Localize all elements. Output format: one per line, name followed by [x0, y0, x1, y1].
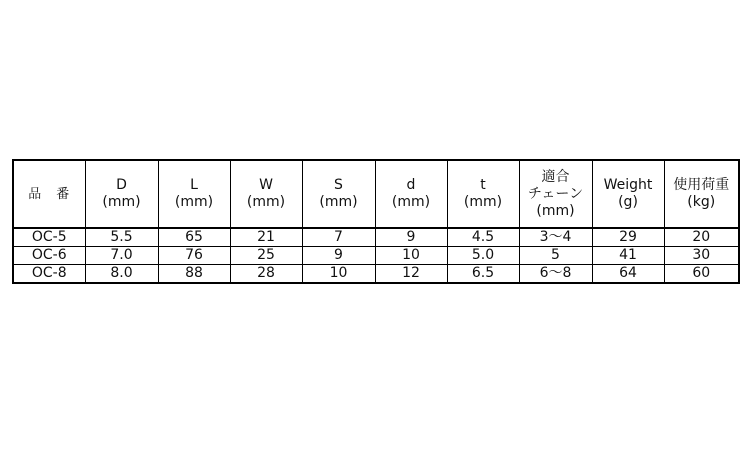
cell-product-no: OC-6	[13, 247, 85, 265]
cell-t: 6.5	[447, 265, 519, 284]
header-d-upper-unit: (mm)	[102, 194, 141, 210]
cell-weight: 64	[592, 265, 664, 284]
cell-w: 21	[230, 228, 302, 247]
header-weight-label: Weight	[603, 177, 653, 193]
header-compatible-chain	[519, 160, 592, 228]
header-working-load-unit: (kg)	[687, 194, 716, 210]
cell-s: 9	[302, 247, 375, 265]
cell-d-upper: 5.5	[85, 228, 158, 247]
cell-product-no: OC-5	[13, 228, 85, 247]
cell-working-load: 20	[664, 228, 739, 247]
header-w	[230, 160, 302, 228]
header-working-load-label: 使用荷重	[673, 177, 730, 193]
cell-t: 5.0	[447, 247, 519, 265]
cell-d-upper: 7.0	[85, 247, 158, 265]
header-s	[302, 160, 375, 228]
cell-weight: 41	[592, 247, 664, 265]
header-s-label: S	[334, 177, 343, 193]
header-d-upper	[85, 160, 158, 228]
cell-d-lower: 12	[375, 265, 447, 284]
table-row	[13, 265, 739, 284]
header-working-load	[664, 160, 739, 228]
header-weight-unit: (g)	[618, 194, 638, 210]
cell-compatible-chain: 6～8	[519, 265, 592, 284]
cell-s: 10	[302, 265, 375, 284]
header-weight	[592, 160, 664, 228]
header-w-label: W	[259, 177, 273, 193]
cell-weight: 29	[592, 228, 664, 247]
header-d-lower-label: d	[406, 177, 416, 193]
cell-d-lower: 9	[375, 228, 447, 247]
cell-l: 88	[158, 265, 230, 284]
cell-w: 25	[230, 247, 302, 265]
header-row	[13, 160, 739, 228]
header-l	[158, 160, 230, 228]
cell-compatible-chain: 3～4	[519, 228, 592, 247]
header-t-label: t	[480, 177, 486, 193]
cell-s: 7	[302, 228, 375, 247]
header-compatible-chain-unit: (mm)	[536, 202, 575, 219]
header-compatible-chain-label-1: 適合	[541, 168, 570, 185]
cell-product-no: OC-8	[13, 265, 85, 284]
header-d-lower	[375, 160, 447, 228]
header-d-upper-label: D	[116, 177, 127, 193]
cell-t: 4.5	[447, 228, 519, 247]
cell-d-lower: 10	[375, 247, 447, 265]
cell-l: 65	[158, 228, 230, 247]
table-row	[13, 228, 739, 247]
spec-table	[12, 159, 740, 284]
header-l-label: L	[190, 177, 198, 193]
header-t	[447, 160, 519, 228]
header-t-unit: (mm)	[463, 194, 503, 210]
header-s-unit: (mm)	[319, 194, 358, 210]
cell-working-load: 30	[664, 247, 739, 265]
cell-working-load: 60	[664, 265, 739, 284]
header-product-no	[13, 160, 85, 228]
table-row	[13, 247, 739, 265]
header-product-no-label: 品 番	[28, 186, 71, 202]
header-d-lower-unit: (mm)	[391, 194, 431, 210]
header-compatible-chain-label-2: チェーン	[527, 185, 584, 202]
cell-compatible-chain: 5	[519, 247, 592, 265]
header-l-unit: (mm)	[174, 194, 214, 210]
cell-d-upper: 8.0	[85, 265, 158, 284]
cell-l: 76	[158, 247, 230, 265]
cell-w: 28	[230, 265, 302, 284]
header-w-unit: (mm)	[246, 194, 286, 210]
